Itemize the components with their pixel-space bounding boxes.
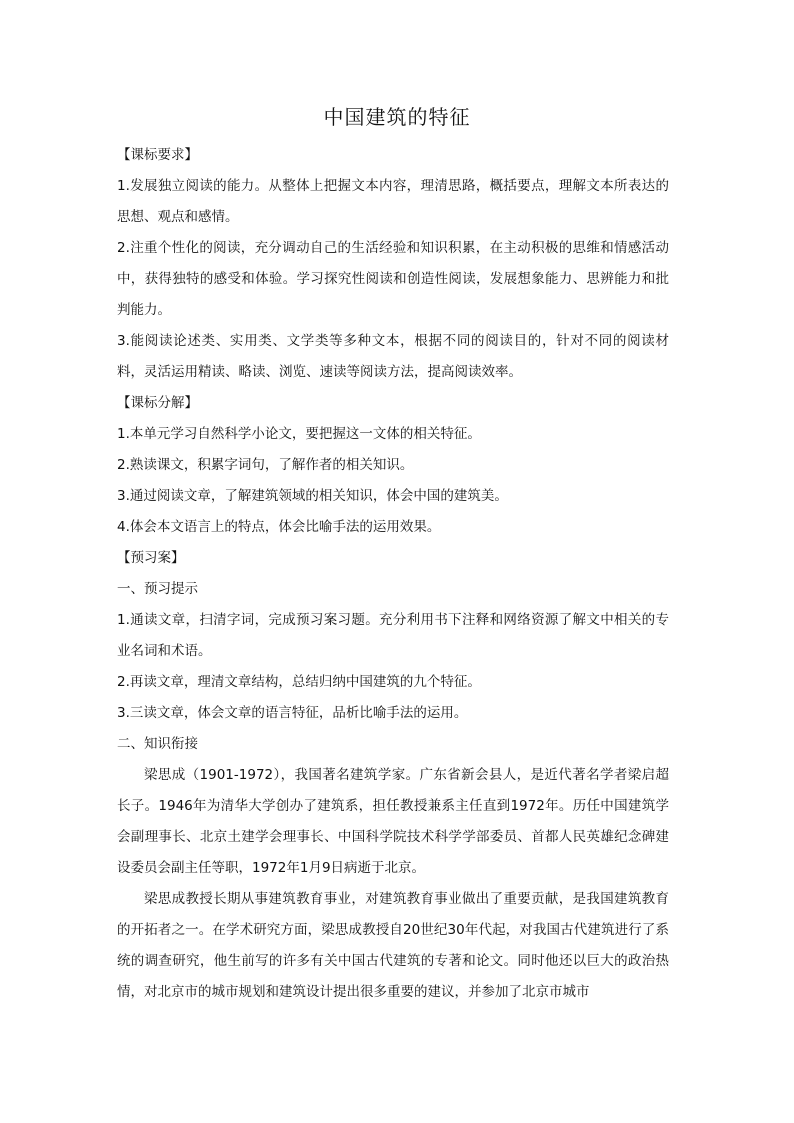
requirement-item-2: 2.注重个性化的阅读，充分调动自己的生活经验和知识积累，在主动积极的思维和情感活动中，获得独特的感受和体验。学习探究性阅读和创造性阅读，发展想象能力、思辨能力和批判能力。: [117, 240, 669, 318]
section-heading-kebiao-yaoqiu: 【课标要求】: [117, 147, 198, 163]
breakdown-item-4: 4.体会本文语言上的特点，体会比喻手法的运用效果。: [117, 519, 441, 535]
breakdown-item-2: 2.熟读课文，积累字词句，了解作者的相关知识。: [117, 457, 414, 473]
subheading-knowledge-link: 二、知识衔接: [117, 736, 198, 752]
document-title: 中国建筑的特征: [323, 105, 471, 129]
preview-item-2: 2.再读文章，理清文章结构，总结归纳中国建筑的九个特征。: [117, 674, 481, 690]
section-heading-yuxi-an: 【预习案】: [117, 550, 185, 566]
breakdown-item-3: 3.通过阅读文章，了解建筑领域的相关知识，体会中国的建筑美。: [117, 488, 508, 504]
preview-item-3: 3.三读文章，体会文章的语言特征，品析比喻手法的运用。: [117, 705, 468, 721]
subheading-preview-tips: 一、预习提示: [117, 581, 198, 597]
requirement-item-3: 3.能阅读论述类、实用类、文学类等多种文本，根据不同的阅读目的，针对不同的阅读材料，灵活运用精读、略读、浏览、速读等阅读方法，提高阅读效率。: [117, 333, 669, 380]
knowledge-paragraph-2: 梁思成教授长期从事建筑教育事业，对建筑教育事业做出了重要贡献，是我国建筑教育的开拓者之一。在学术研究方面，梁思成教授自20世纪30年代起，对我国古代建筑进行了系统的调查研究，他生前写的许多有关中国古代建筑的专著和论文。同时他还以巨大的政治热情，对北京市的城市规划和建筑设计提出很多重要的建议，并参加了北京市城市: [117, 891, 669, 1000]
knowledge-paragraph-1: 梁思成（1901-1972），我国著名建筑学家。广东省新会县人，是近代著名学者梁启超长子。1946年为清华大学创办了建筑系，担任教授兼系主任直到1972年。历任中国建筑学会副理事长、北京土建学会理事长、中国科学院技术科学学部委员、首都人民英雄纪念碑建设委员会副主任等职，1972年1月9日病逝于北京。: [117, 767, 669, 876]
breakdown-item-1: 1.本单元学习自然科学小论文，要把握这一文体的相关特征。: [117, 426, 481, 442]
section-heading-kebiao-fenjie: 【课标分解】: [117, 395, 198, 411]
document-body: [117, 140, 669, 1008]
preview-item-1: 1.通读文章，扫清字词，完成预习案习题。充分利用书下注释和网络资源了解文中相关的专业名词和术语。: [117, 612, 669, 659]
requirement-item-1: 1.发展独立阅读的能力。从整体上把握文本内容，理清思路，概括要点，理解文本所表达的思想、观点和感情。: [117, 178, 669, 225]
